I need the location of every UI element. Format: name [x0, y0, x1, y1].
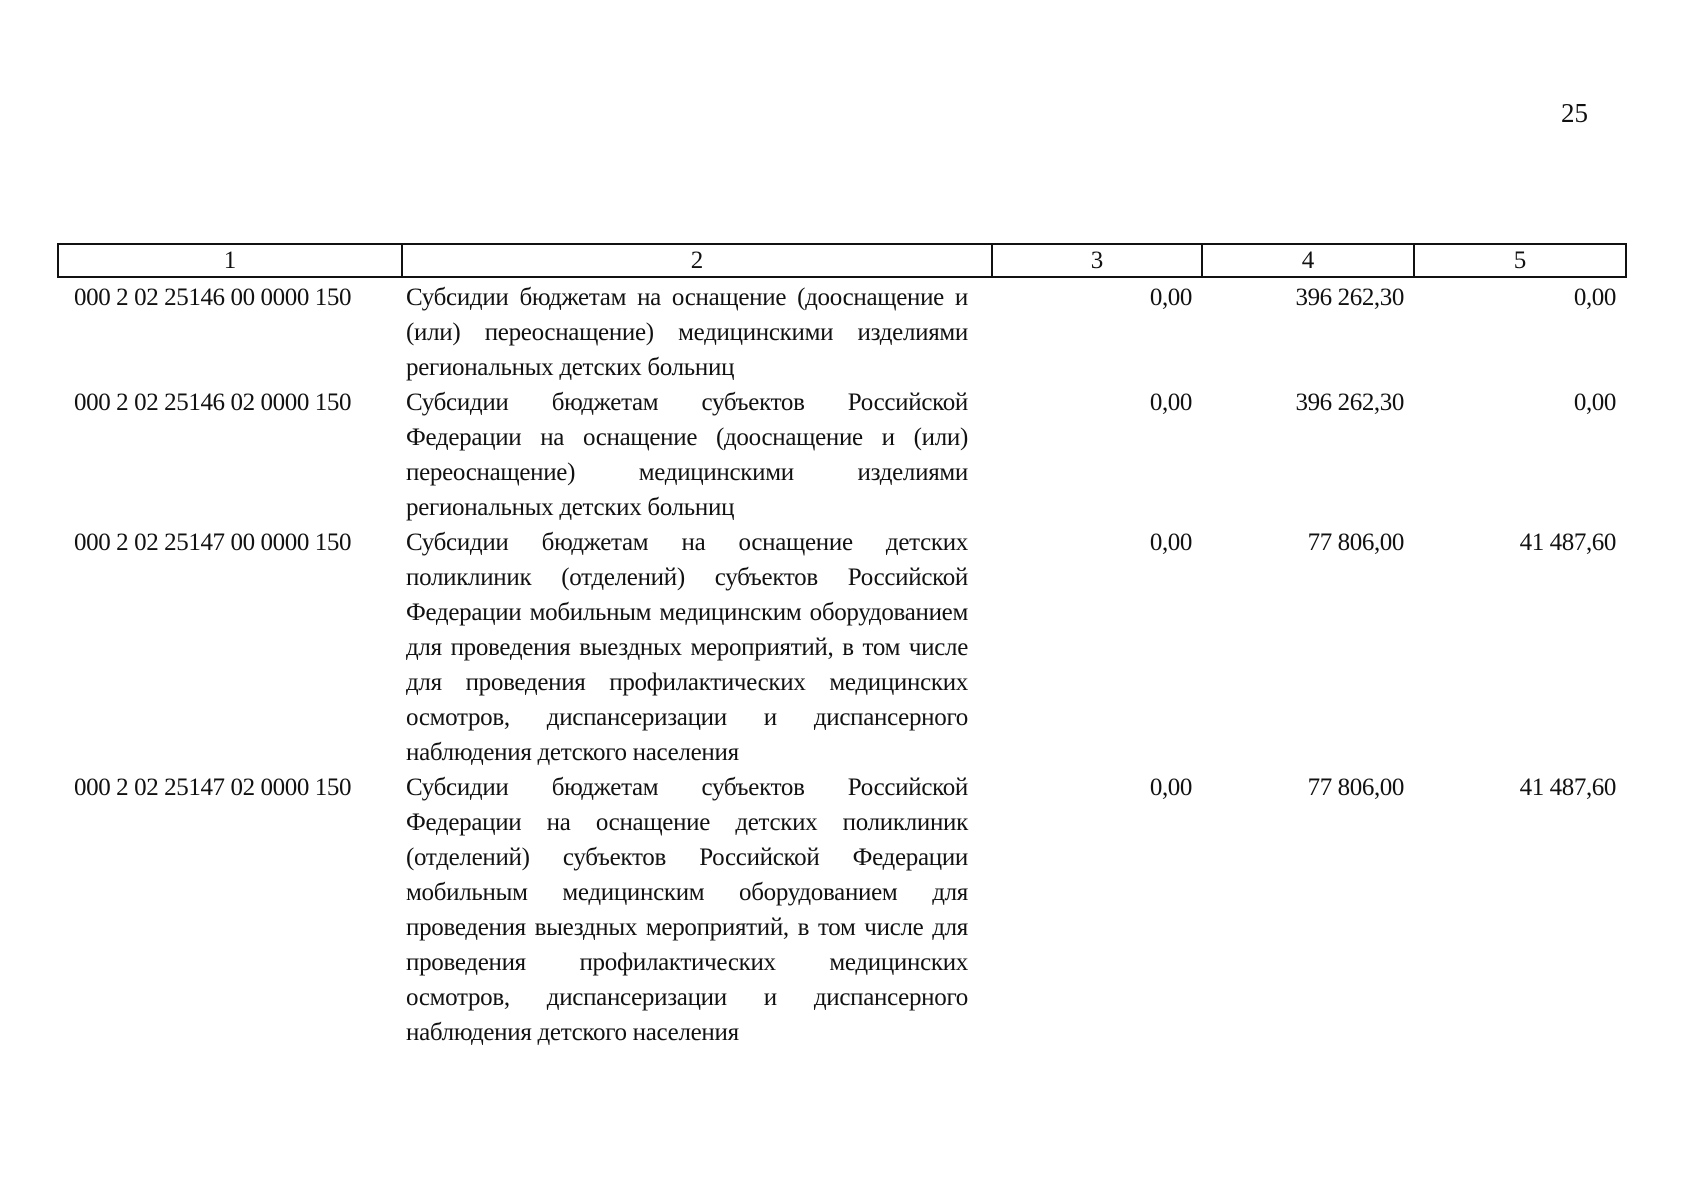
- value-col-5: 41 487,60: [1519, 529, 1616, 556]
- budget-table: [57, 243, 1627, 1050]
- row-description: Субсидии бюджетам на оснащение (дооснащение и (или) переоснащение) медицинскими изделиями региональных детских больниц: [406, 284, 968, 381]
- row-description: Субсидии бюджетам субъектов Российской Федерации на оснащение (дооснащение и (или) переоснащение) медицинскими изделиями региональных детских больниц: [406, 389, 968, 521]
- table-row: [58, 770, 1626, 1050]
- value-col-3: 0,00: [1149, 284, 1192, 311]
- value-col-3: 0,00: [1149, 389, 1192, 416]
- row-description: Субсидии бюджетам субъектов Российской Федерации на оснащение детских поликлиник (отделений) субъектов Российской Федерации мобильным медицинским оборудованием для проведения выездных мероприятий, в том числе для проведения профилактических медицинских осмотров, диспансеризации и диспансерного наблюдения детского населения: [406, 774, 968, 1046]
- header-col-5: 5: [1414, 244, 1626, 277]
- budget-code: 000 2 02 25147 02 0000 150: [74, 774, 352, 801]
- header-col-1: 1: [58, 244, 402, 277]
- table-body: [58, 277, 1626, 1050]
- budget-code: 000 2 02 25146 00 0000 150: [74, 284, 352, 311]
- value-col-4: 77 806,00: [1307, 774, 1404, 801]
- header-col-2: 2: [402, 244, 992, 277]
- header-col-4: 4: [1202, 244, 1414, 277]
- budget-code: 000 2 02 25147 00 0000 150: [74, 529, 352, 556]
- value-col-4: 396 262,30: [1295, 284, 1404, 311]
- value-col-5: 41 487,60: [1519, 774, 1616, 801]
- header-row: [58, 244, 1626, 277]
- value-col-4: 77 806,00: [1307, 529, 1404, 556]
- value-col-3: 0,00: [1149, 529, 1192, 556]
- table-row: [58, 277, 1626, 385]
- table-row: [58, 525, 1626, 770]
- table-row: [58, 385, 1626, 525]
- value-col-5: 0,00: [1573, 389, 1616, 416]
- value-col-4: 396 262,30: [1295, 389, 1404, 416]
- budget-code: 000 2 02 25146 02 0000 150: [74, 389, 352, 416]
- value-col-5: 0,00: [1573, 284, 1616, 311]
- table-header: [58, 244, 1626, 277]
- page-number: 25: [1561, 98, 1588, 128]
- row-description: Субсидии бюджетам на оснащение детских поликлиник (отделений) субъектов Российской Федерации мобильным медицинским оборудованием для проведения выездных мероприятий, в том числе для проведения профилактических медицинских осмотров, диспансеризации и диспансерного наблюдения детского населения: [406, 529, 968, 766]
- value-col-3: 0,00: [1149, 774, 1192, 801]
- header-col-3: 3: [992, 244, 1202, 277]
